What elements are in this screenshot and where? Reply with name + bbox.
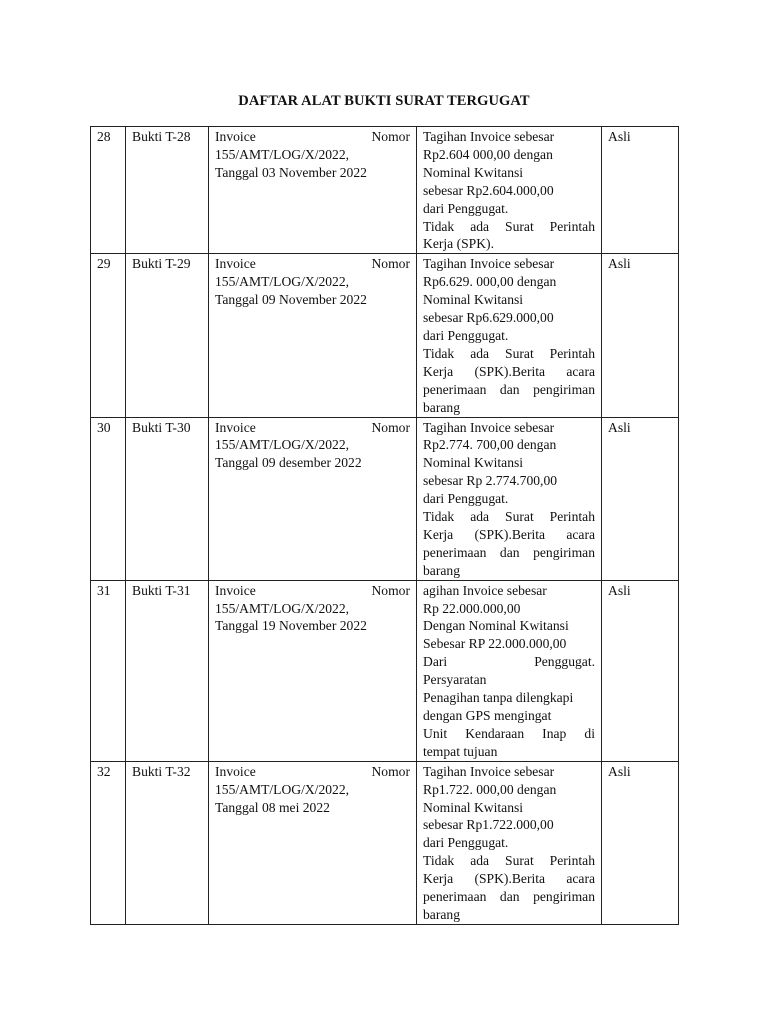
note-line: dari Penggugat. bbox=[423, 327, 509, 343]
desc-word: Nomor bbox=[371, 763, 410, 779]
row-number: 28 bbox=[91, 127, 126, 254]
invoice-number: 155/AMT/LOG/X/2022, bbox=[215, 781, 350, 797]
evidence-note bbox=[417, 417, 602, 580]
invoice-date: Tanggal 09 November 2022 bbox=[215, 292, 367, 308]
note-line: Persyaratan bbox=[423, 672, 487, 688]
note-line: Rp2.774. 700,00 dengan bbox=[423, 437, 557, 453]
note-line: Tidak ada Surat Perintah bbox=[423, 345, 595, 361]
evidence-description bbox=[209, 127, 417, 254]
note-line: barang bbox=[423, 399, 460, 415]
evidence-description bbox=[209, 580, 417, 761]
note-line: sebesar Rp1.722.000,00 bbox=[423, 817, 554, 833]
evidence-status: Asli bbox=[602, 761, 679, 924]
note-line: Nominal Kwitansi bbox=[423, 164, 524, 180]
invoice-number: 155/AMT/LOG/X/2022, bbox=[215, 437, 350, 453]
note-line: sebesar Rp6.629.000,00 bbox=[423, 310, 554, 326]
note-line: Dari Penggugat. bbox=[423, 654, 595, 670]
invoice-date: Tanggal 09 desember 2022 bbox=[215, 455, 362, 471]
evidence-status: Asli bbox=[602, 254, 679, 417]
row-number: 29 bbox=[91, 254, 126, 417]
desc-word: Nomor bbox=[371, 419, 410, 435]
note-line: tempat tujuan bbox=[423, 743, 498, 759]
invoice-date: Tanggal 19 November 2022 bbox=[215, 618, 367, 634]
evidence-code: Bukti T-32 bbox=[126, 761, 209, 924]
note-line: Tagihan Invoice sebesar bbox=[423, 256, 555, 272]
table-row bbox=[91, 417, 679, 580]
evidence-description bbox=[209, 417, 417, 580]
note-line: dari Penggugat. bbox=[423, 491, 509, 507]
row-number: 32 bbox=[91, 761, 126, 924]
evidence-description bbox=[209, 254, 417, 417]
note-line: Kerja (SPK).Berita acara bbox=[423, 871, 595, 887]
table-row bbox=[91, 580, 679, 761]
evidence-note bbox=[417, 580, 602, 761]
note-line: Kerja (SPK). bbox=[423, 236, 494, 252]
note-line: Tidak ada Surat Perintah bbox=[423, 218, 595, 234]
invoice-number: 155/AMT/LOG/X/2022, bbox=[215, 146, 350, 162]
invoice-number: 155/AMT/LOG/X/2022, bbox=[215, 600, 350, 616]
desc-word: Nomor bbox=[371, 256, 410, 272]
note-line: Tagihan Invoice sebesar bbox=[423, 419, 555, 435]
note-line: Rp2.604 000,00 dengan bbox=[423, 146, 553, 162]
note-line: Tidak ada Surat Perintah bbox=[423, 509, 595, 525]
desc-word: Invoice bbox=[215, 256, 256, 272]
note-line: Penagihan tanpa dilengkapi bbox=[423, 690, 574, 706]
note-line: sebesar Rp2.604.000,00 bbox=[423, 182, 554, 198]
desc-word: Nomor bbox=[371, 582, 410, 598]
note-line: Tagihan Invoice sebesar bbox=[423, 129, 555, 144]
note-line: Tagihan Invoice sebesar bbox=[423, 763, 555, 779]
evidence-status: Asli bbox=[602, 417, 679, 580]
note-line: Rp6.629. 000,00 dengan bbox=[423, 274, 557, 290]
desc-word: Invoice bbox=[215, 419, 256, 435]
note-line: dari Penggugat. bbox=[423, 835, 509, 851]
evidence-code: Bukti T-28 bbox=[126, 127, 209, 254]
desc-word: Invoice bbox=[215, 129, 256, 144]
note-line: sebesar Rp 2.774.700,00 bbox=[423, 473, 558, 489]
note-line: dari Penggugat. bbox=[423, 200, 509, 216]
note-line: dengan GPS mengingat bbox=[423, 708, 552, 723]
note-line: Rp1.722. 000,00 dengan bbox=[423, 781, 557, 797]
note-line: Kerja (SPK).Berita acara bbox=[423, 363, 595, 379]
table-row bbox=[91, 254, 679, 417]
evidence-status: Asli bbox=[602, 580, 679, 761]
note-line: Kerja (SPK).Berita acara bbox=[423, 526, 595, 542]
evidence-status: Asli bbox=[602, 127, 679, 254]
note-line: Unit Kendaraan Inap di bbox=[423, 725, 595, 741]
evidence-note bbox=[417, 254, 602, 417]
note-line: Nominal Kwitansi bbox=[423, 799, 524, 815]
note-line: penerimaan dan pengiriman bbox=[423, 381, 595, 397]
row-number: 31 bbox=[91, 580, 126, 761]
note-line: Nominal Kwitansi bbox=[423, 292, 524, 308]
note-line: penerimaan dan pengiriman bbox=[423, 544, 595, 560]
note-line: penerimaan dan pengiriman bbox=[423, 889, 595, 905]
page-title: DAFTAR ALAT BUKTI SURAT TERGUGAT bbox=[238, 93, 530, 109]
note-line: Sebesar RP 22.000.000,00 bbox=[423, 636, 567, 652]
evidence-code: Bukti T-30 bbox=[126, 417, 209, 580]
invoice-number: 155/AMT/LOG/X/2022, bbox=[215, 274, 350, 290]
desc-word: Nomor bbox=[371, 129, 410, 144]
evidence-note bbox=[417, 761, 602, 924]
note-line: Tidak ada Surat Perintah bbox=[423, 853, 595, 869]
note-line: Dengan Nominal Kwitansi bbox=[423, 618, 569, 634]
desc-word: Invoice bbox=[215, 582, 256, 598]
table-row bbox=[91, 761, 679, 924]
note-line: barang bbox=[423, 562, 460, 578]
evidence-code: Bukti T-31 bbox=[126, 580, 209, 761]
note-line: barang bbox=[423, 906, 460, 922]
note-line: Rp 22.000.000,00 bbox=[423, 600, 521, 616]
invoice-date: Tanggal 03 November 2022 bbox=[215, 164, 367, 180]
invoice-date: Tanggal 08 mei 2022 bbox=[215, 799, 330, 815]
note-line: agihan Invoice sebesar bbox=[423, 582, 547, 598]
evidence-code: Bukti T-29 bbox=[126, 254, 209, 417]
note-line: Nominal Kwitansi bbox=[423, 455, 524, 471]
evidence-table bbox=[90, 126, 679, 925]
evidence-note bbox=[417, 127, 602, 254]
desc-word: Invoice bbox=[215, 763, 256, 779]
table-row bbox=[91, 127, 679, 254]
row-number: 30 bbox=[91, 417, 126, 580]
evidence-description bbox=[209, 761, 417, 924]
